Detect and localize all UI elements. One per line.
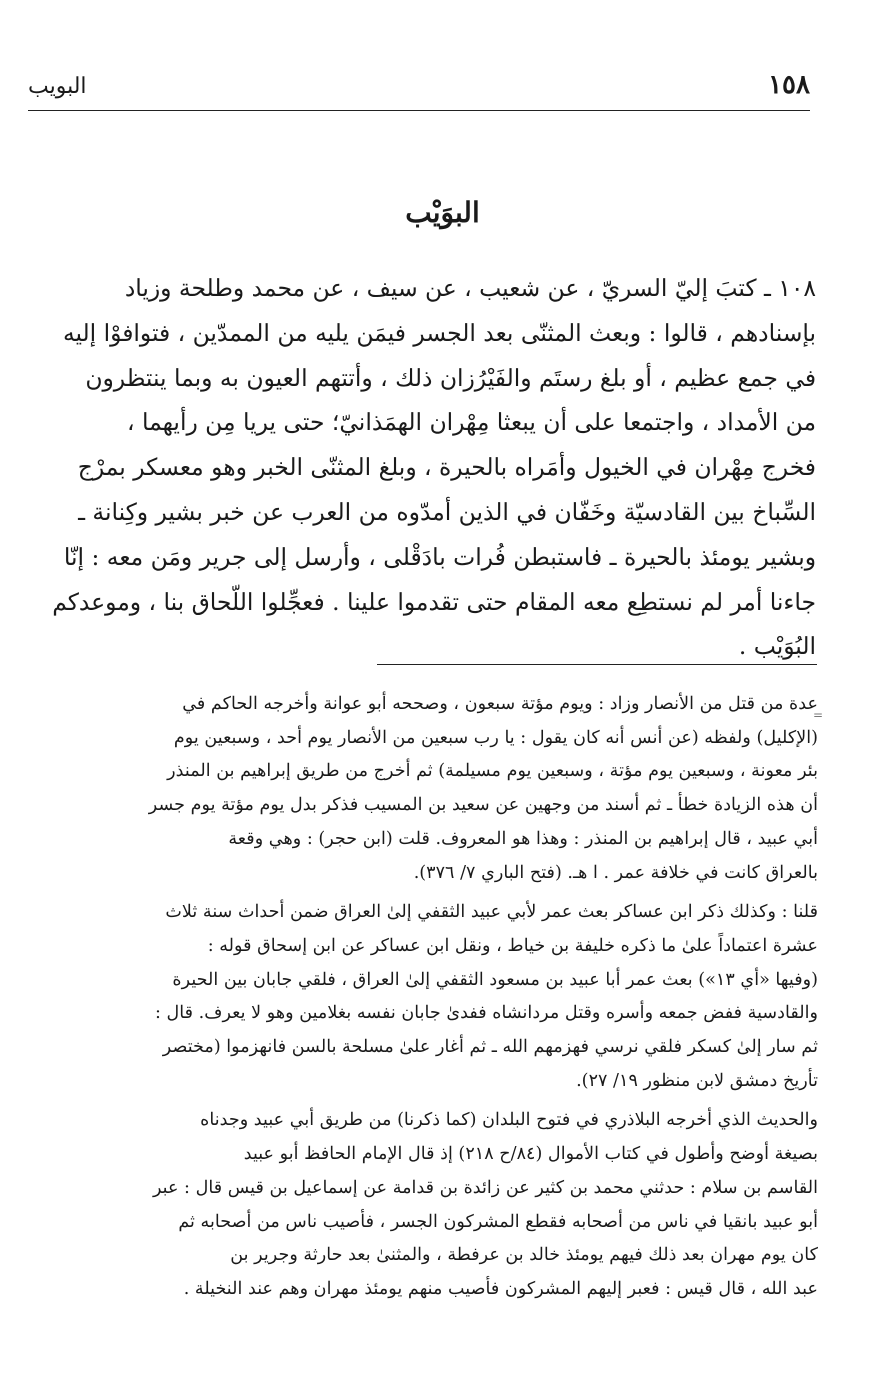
main-text-line: من الأمداد ، واجتمعا على أن يبعثا مِهْران الهمَذانيّ؛ حتى يريا مِن رأيهما ،	[127, 408, 816, 437]
main-text-line: ١٠٨ ـ كتبَ إليّ السريّ ، عن شعيب ، عن سيف ، عن محمد وطلحة وزياد	[124, 274, 816, 302]
main-text-line: في جمع عظيم ، أو بلغ رستَم والفَيْرُزان ذلك ، وأتتهم العيون به وبما ينتظرون	[85, 363, 816, 392]
main-text-line: بإسنادهم ، قالوا : وبعث المثنّى بعد الجسر فيمَن يليه من الممدّين ، فتوافوْا إليه	[62, 318, 816, 347]
footnote-line: قلنا : وكذلك ذكر ابن عساكر بعث عمر لأبي عبيد الثقفي إلىٰ العراق ضمن أحداث سنة ثلاث	[165, 902, 818, 923]
footnote-line: بئر معونة ، وسبعين يوم مؤتة ، وسبعين يوم مسيلمة) ثم أخرج من طريق إبراهيم بن المنذر	[167, 761, 818, 782]
footnote-line: أن هذه الزيادة خطأ ـ ثم أسند من وجهين عن سعيد بن المسيب فذكر بدل يوم مؤتة يوم جسر	[148, 795, 818, 816]
footnote-line: والحديث الذي أخرجه البلاذري في فتوح البلدان (كما ذكرنا) من طريق أبي عبيد وجدناه	[200, 1110, 818, 1131]
running-header	[28, 70, 810, 111]
footnote-divider	[377, 664, 817, 665]
page-number: ١٥٨	[768, 70, 810, 100]
footnote-line: القاسم بن سلام : حدثني محمد بن كثير عن زائدة بن قدامة عن إسماعيل بن قيس قال : عبر	[152, 1177, 818, 1198]
main-text-line: وبشير يومئذ بالحيرة ـ فاستبطن فُرات بادَقْلى ، وأرسل إلى جرير ومَن معه : إنّا	[63, 542, 816, 571]
footnote-continuation-marker: =	[812, 708, 823, 722]
footnote-paragraph	[48, 1104, 818, 1306]
running-title: البويب	[28, 74, 87, 99]
footnote-line: عبد الله ، قال قيس : فعبر إليهم المشركون فأصيب منهم يومئذ مهران وهم عند النخيلة .	[183, 1278, 818, 1299]
section-title: البوَيْب	[405, 196, 480, 229]
footnote-line: أبي عبيد ، قال إبراهيم بن المنذر : وهذا هو المعروف. قلت (ابن حجر) : وهي وقعة	[228, 828, 818, 849]
footnote-line: بصيغة أوضح وأطول في كتاب الأموال (٨٤/ح ٢١٨) إذ قال الإمام الحافظ أبو عبيد	[243, 1144, 818, 1165]
main-text-line: فخرج مِهْران في الخيول وأمَراه بالحيرة ، وبلغ المثنّى الخبر وهو معسكر بمرْج	[77, 453, 816, 482]
footnote-line: (الإكليل) ولفظه (عن أنس أنه كان يقول : يا رب سبعين من الأنصار يوم أحد ، وسبعين يوم	[173, 727, 818, 748]
footnote-line: بالعراق كانت في خلافة عمر . ا هـ. (فتح الباري ٧/ ٣٧٦).	[413, 862, 818, 883]
footnote-line: تأريخ دمشق لابن منظور ١٩/ ٢٧).	[576, 1070, 818, 1091]
footnote-paragraph	[48, 896, 818, 1098]
footnote-line: (وفيها «أي ١٣») بعث عمر أبا عبيد بن مسعود الثقفي إلىٰ العراق ، فلقي جابان بين الحيرة	[172, 969, 818, 990]
footnote-line: والقادسية ففض جمعه وأسره وقتل مردانشاه ففدىٰ جابان نفسه بغلامين وهو لا يعرف. قال :	[154, 1003, 818, 1024]
main-text-line: السِّباخ بين القادسيّة وخَفّان في الذين أمدّوه من العرب عن خبر بشير وكِنانة ـ	[78, 497, 816, 526]
footnote-line: أبو عبيد بانقيا في ناس من أصحابه فقطع المشركون الجسر ، فأصيب ناس من أصحابه ثم	[178, 1211, 818, 1232]
footnote-line: عشرة اعتماداً علىٰ ما ذكره خليفة بن خياط ، ونقل ابن عساكر عن ابن إسحاق قوله :	[207, 935, 818, 956]
main-text-line: البُوَيْب .	[738, 632, 816, 661]
footnote-line: كان يوم مهران بعد ذلك فيهم يومئذ خالد بن عرفطة ، والمثنىٰ بعد حارثة وجرير بن	[230, 1245, 818, 1266]
footnote-line: ثم سار إلىٰ كسكر فلقي نرسي فهزمهم الله ـ ثم أغار علىٰ مسلحة بالسن فانهزموا (مختصر	[162, 1037, 818, 1058]
footnotes	[48, 688, 818, 1307]
footnote-paragraph	[48, 688, 818, 890]
footnote-line: عدة من قتل من الأنصار وزاد : ويوم مؤتة سبعون ، وصححه أبو عوانة وأخرجه الحاكم في	[182, 694, 818, 714]
main-text-line: جاءنا أمر لم نستطِع معه المقام حتى تقدموا علينا . فعجِّلوا اللّحاق بنا ، وموعدكم	[52, 587, 816, 616]
main-text	[50, 266, 816, 669]
